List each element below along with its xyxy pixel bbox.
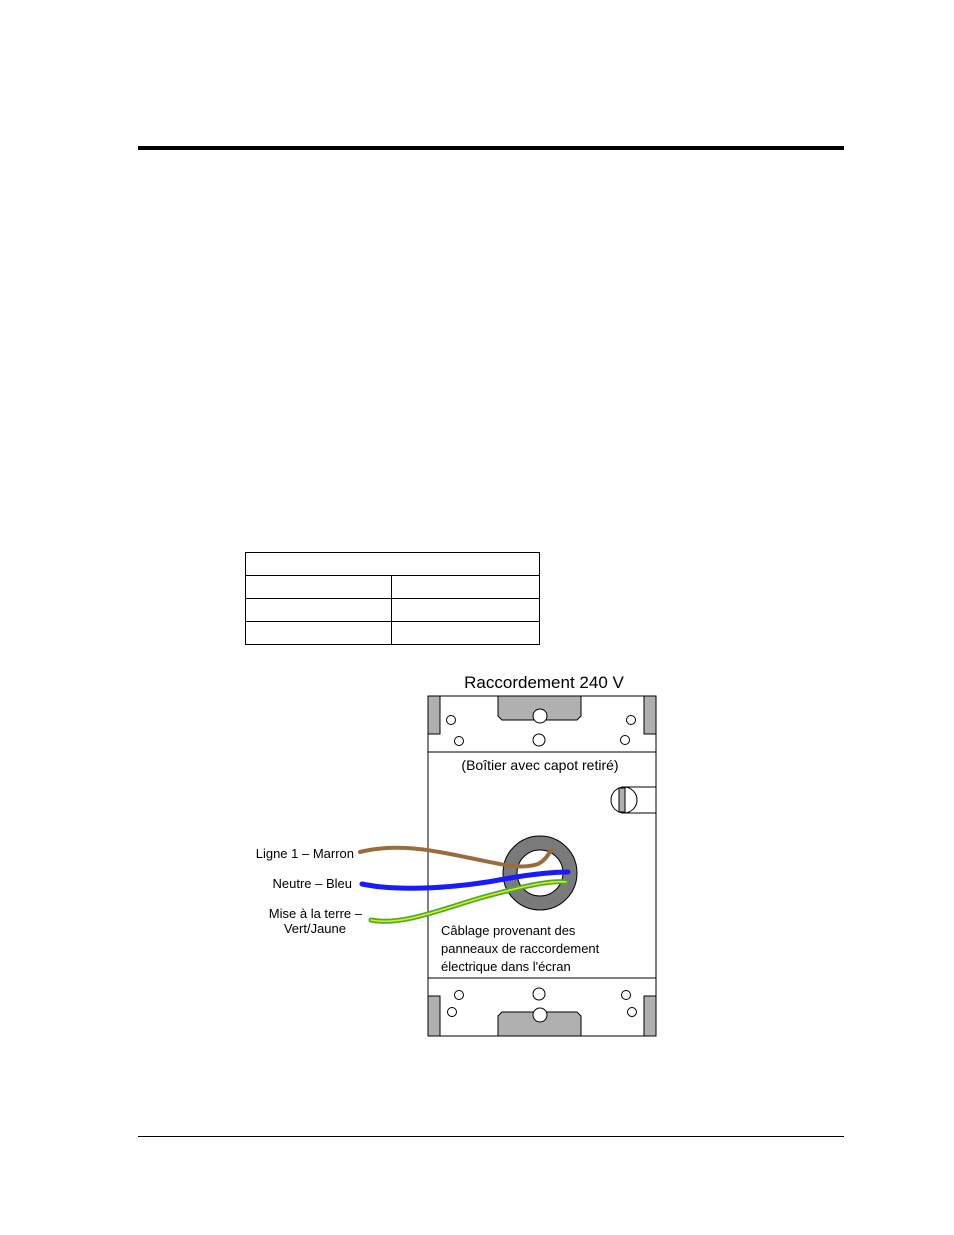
cable-note-line: électrique dans l'écran	[441, 959, 571, 974]
blue-wire-label: Neutre – Bleu	[272, 876, 352, 891]
mount-hole	[628, 1008, 637, 1017]
mount-hole	[621, 736, 630, 745]
diagram-title: Raccordement 240 V	[464, 673, 624, 692]
ground-wire-label-color: Vert/Jaune	[283, 921, 346, 936]
cable-note-line: panneaux de raccordement	[441, 941, 600, 956]
top-right-tab	[644, 696, 656, 734]
mount-hole	[455, 991, 464, 1000]
mount-hole	[455, 737, 464, 746]
brown-wire-label: Ligne 1 – Marron	[255, 846, 354, 861]
side-screw-slot	[619, 788, 625, 812]
mount-hole	[533, 988, 545, 1000]
enclosure-box	[428, 696, 656, 1036]
bottom-screw-hole	[533, 1008, 547, 1022]
bottom-left-tab	[428, 996, 440, 1036]
cable-note-line: Câblage provenant des	[441, 923, 576, 938]
top-left-tab	[428, 696, 440, 734]
enclosure-note: (Boîtier avec capot retiré)	[461, 757, 619, 773]
footer-rule	[138, 1136, 844, 1137]
mount-hole	[448, 1008, 457, 1017]
top-screw-hole	[533, 709, 547, 723]
ground-wire-label: Mise à la terre –	[268, 906, 362, 921]
mount-hole	[622, 991, 631, 1000]
mount-hole	[447, 716, 456, 725]
mount-hole	[627, 716, 636, 725]
mount-hole	[533, 734, 545, 746]
bottom-right-tab	[644, 996, 656, 1036]
